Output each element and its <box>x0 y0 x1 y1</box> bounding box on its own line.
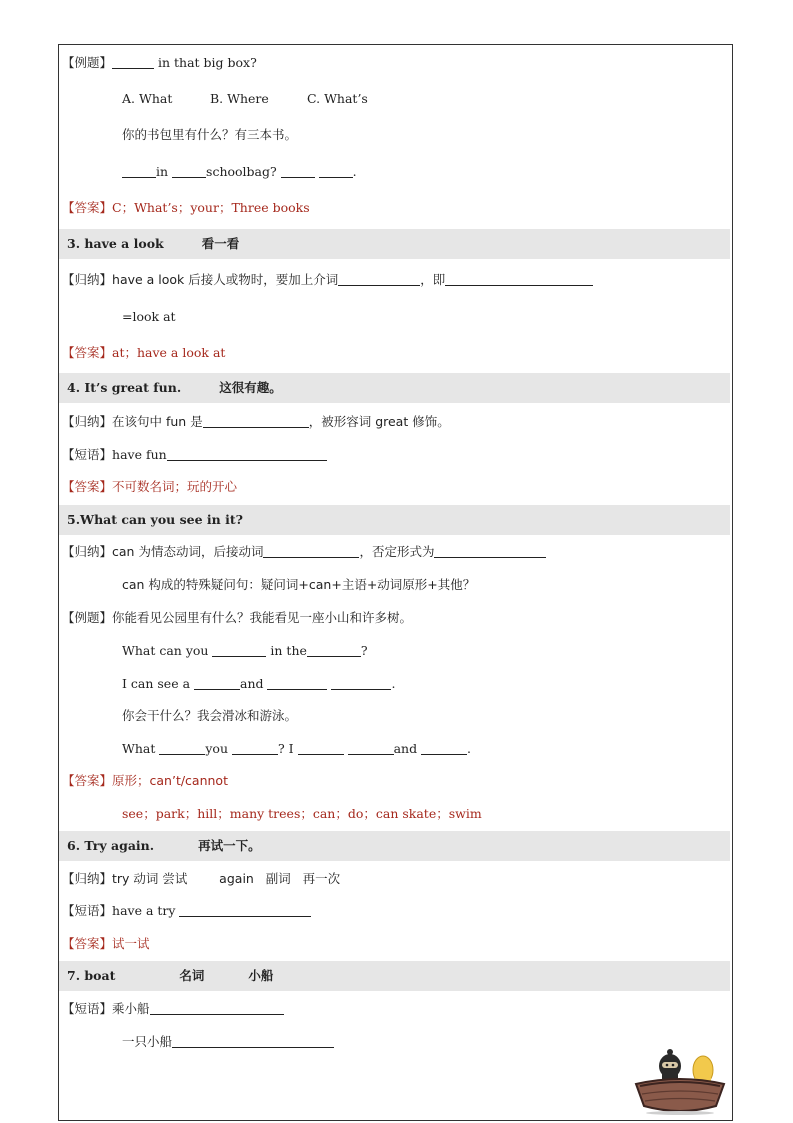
section-7-phrase-1: 【短语】乘小船 <box>62 1001 284 1017</box>
section-5-example-cn1: 【例题】你能看见公园里有什么？我能看见一座小山和许多树。 <box>62 610 413 625</box>
blank[interactable] <box>112 56 154 69</box>
section-6-phrase: 【短语】have a try <box>62 903 311 919</box>
answer-6: 【答案】试一试 <box>62 936 150 951</box>
blank[interactable] <box>194 677 240 690</box>
section-4-phrase: 【短语】have fun <box>62 447 327 463</box>
blank[interactable] <box>298 742 344 755</box>
section-5-heading: 5.What can you see in it? <box>59 505 730 535</box>
option-a: A. What <box>122 91 173 106</box>
blank[interactable] <box>172 165 206 178</box>
section-7-heading: 7. boat 名词 小船 <box>59 961 730 991</box>
section-5-example-1: What can you in the ? <box>122 643 368 658</box>
section-3-summary-line2: =look at <box>122 309 176 324</box>
section-3-summary: 【归纳】have a look 后接人或物时，要加上介词 ，即 <box>62 272 593 288</box>
section-6-summary: 【归纳】try 动词 尝试 again 副词 再一次 <box>62 871 341 886</box>
blank[interactable] <box>122 165 156 178</box>
blank[interactable] <box>167 448 327 461</box>
blank[interactable] <box>232 742 278 755</box>
section-5-example-2: I can see a and . <box>122 676 396 691</box>
blank[interactable] <box>172 1035 334 1048</box>
answer-5-line2: see；park；hill；many trees；can；do；can skate；swim <box>122 806 482 821</box>
example-1-options <box>122 91 368 107</box>
example-2-question: in schoolbag? . <box>122 164 357 180</box>
answer-5: 【答案】原形；can’t/cannot <box>62 773 228 788</box>
blank[interactable] <box>281 165 315 178</box>
blank[interactable] <box>212 644 266 657</box>
blank[interactable] <box>150 1002 284 1015</box>
blank[interactable] <box>179 904 311 917</box>
answer-3: 【答案】at；have a look at <box>62 345 226 360</box>
section-3-heading: 3. have a look 看一看 <box>59 229 730 259</box>
option-c: C. What’s <box>307 91 368 106</box>
section-5-example-cn2: 你会干什么？我会滑冰和游泳。 <box>122 708 298 723</box>
blank[interactable] <box>203 415 309 428</box>
answer-1: 【答案】C；What’s；your；Three books <box>62 200 310 215</box>
example-2-chinese: 你的书包里有什么？有三本书。 <box>122 127 298 142</box>
blank[interactable] <box>331 677 391 690</box>
option-b: B. Where <box>210 91 269 106</box>
blank[interactable] <box>307 644 361 657</box>
section-5-summary-line2: can 构成的特殊疑问句：疑问词+can+主语+动词原形+其他？ <box>122 577 476 592</box>
section-5-example-3: What you ? I and . <box>122 741 472 756</box>
blank[interactable] <box>348 742 394 755</box>
answer-4: 【答案】不可数名词；玩的开心 <box>62 479 238 494</box>
blank[interactable] <box>421 742 467 755</box>
section-5-summary: 【归纳】can 为情态动词，后接动词 ，否定形式为 <box>62 544 546 560</box>
blank[interactable] <box>159 742 205 755</box>
blank[interactable] <box>434 545 546 558</box>
section-4-summary: 【归纳】在该句中 fun 是 ，被形容词 great 修饰。 <box>62 414 450 429</box>
blank[interactable] <box>319 165 353 178</box>
example-1-question: 【例题】 in that big box? <box>62 55 257 70</box>
blank[interactable] <box>267 677 327 690</box>
section-4-heading: 4. It’s great fun. 这很有趣。 <box>59 373 730 403</box>
section-6-heading: 6. Try again. 再试一下。 <box>59 831 730 861</box>
blank[interactable] <box>263 545 359 558</box>
blank[interactable] <box>445 273 593 286</box>
section-7-phrase-2: 一只小船 <box>122 1034 334 1050</box>
boat-mascot-icon <box>632 1044 728 1116</box>
blank[interactable] <box>338 273 420 286</box>
